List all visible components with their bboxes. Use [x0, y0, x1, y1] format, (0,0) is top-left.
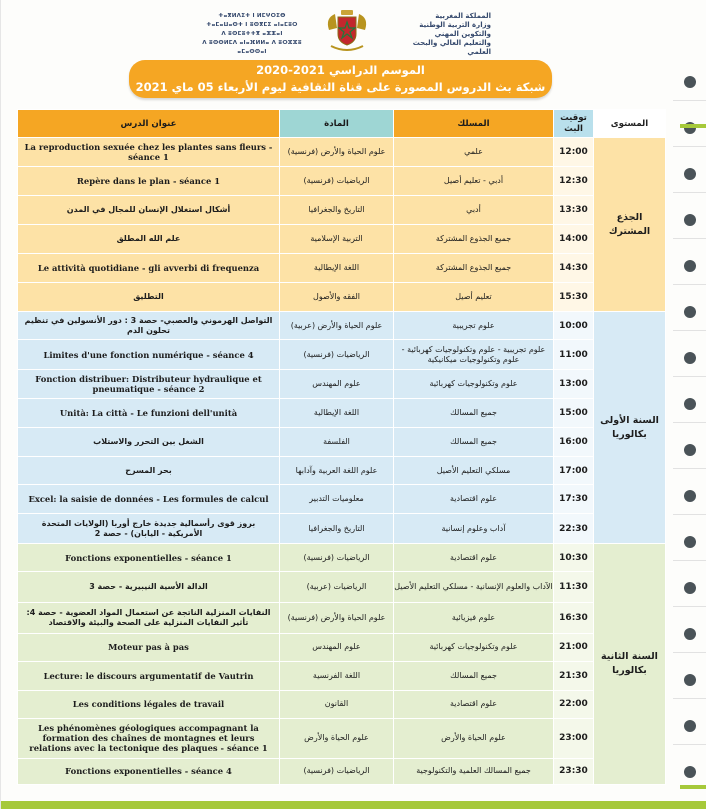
lesson-cell: Moteur pas à pas — [18, 633, 280, 661]
lesson-cell: Fonction distribuer: Distributeur hydraulique et pneumatique - séance 2 — [18, 370, 280, 399]
track-cell: علوم تجريبية - علوم وتكنولوجيات كهربائية - علوم وتكنولوجيات ميكانيكية — [394, 340, 554, 370]
tifinagh-line: ⴷ ⵓⵙⵎⵓⵜⵜⴳ ⴰⵣⵣⴰⵏ — [221, 31, 283, 37]
track-cell: علوم اقتصادية — [394, 544, 554, 572]
notebook-hole-icon — [684, 766, 696, 778]
track-cell: علوم تجريبية — [394, 312, 554, 340]
track-cell: علمي — [394, 138, 554, 167]
subject-cell: الفلسفة — [280, 428, 394, 457]
table-row — [18, 572, 666, 602]
time-cell: 16:00 — [554, 428, 594, 457]
lesson-cell: علم الله المطلق — [18, 225, 280, 254]
notebook-hole-icon — [684, 490, 696, 502]
time-cell: 10:00 — [554, 312, 594, 340]
title-banner — [129, 60, 552, 98]
time-cell: 13:30 — [554, 196, 594, 225]
table-row — [18, 254, 666, 283]
table-row — [18, 370, 666, 399]
track-cell: علوم الحياة والأرض — [394, 718, 554, 758]
table-row — [18, 225, 666, 254]
notebook-hole-icon — [684, 352, 696, 364]
lesson-cell: Fonctions exponentielles - séance 1 — [18, 544, 280, 572]
track-cell: أدبي — [394, 196, 554, 225]
track-cell: جميع الجذوع المشتركة — [394, 254, 554, 283]
subject-cell: علوم اللغة العربية وآدابها — [280, 457, 394, 485]
lesson-cell: La reproduction sexuée chez les plantes sans fleurs - séance 1 — [18, 138, 280, 167]
level-cell-common-core: الجذع المشترك — [594, 138, 666, 312]
ruled-line — [673, 422, 706, 423]
track-cell: علوم اقتصادية — [394, 690, 554, 718]
subject-cell: اللغة الإيطالية — [280, 399, 394, 428]
notebook-hole-icon — [684, 444, 696, 456]
table-row — [18, 428, 666, 457]
arabic-line: المملكة المغربية — [435, 12, 491, 20]
notebook-hole-icon — [684, 260, 696, 272]
time-cell: 21:30 — [554, 661, 594, 690]
ministry-name-tifinagh — [197, 12, 307, 57]
ruled-line — [673, 698, 706, 699]
column-header-track: المسلك — [394, 110, 554, 138]
track-cell: مسلكي التعليم الأصيل — [394, 457, 554, 485]
time-cell: 22:00 — [554, 690, 594, 718]
arabic-line: والتكوين المهني — [434, 30, 491, 38]
coat-of-arms-icon — [321, 8, 373, 56]
time-cell: 11:00 — [554, 340, 594, 370]
lesson-cell: الدالة الأسية النيبيرية - حصة 3 — [18, 572, 280, 602]
subject-cell: التاريخ والجغرافيا — [280, 514, 394, 544]
time-cell: 14:00 — [554, 225, 594, 254]
ministry-name-arabic — [391, 12, 491, 57]
table-row — [18, 399, 666, 428]
ruled-line — [673, 330, 706, 331]
lesson-cell: الشغل بين التحرر والاستلاب — [18, 428, 280, 457]
ruled-line — [673, 744, 706, 745]
subject-cell: معلوميات التدبير — [280, 485, 394, 514]
notebook-hole-icon — [684, 214, 696, 226]
table-row — [18, 167, 666, 196]
notebook-hole-icon — [684, 674, 696, 686]
time-cell: 11:30 — [554, 572, 594, 602]
lesson-cell: Unità: La città - Le funzioni dell'unità — [18, 399, 280, 428]
notebook-hole-icon — [684, 582, 696, 594]
lesson-cell: Le attività quotidiane - gli avverbi di frequenza — [18, 254, 280, 283]
subject-cell: التاريخ والجغرافيا — [280, 196, 394, 225]
table-row — [18, 661, 666, 690]
ruled-line — [673, 376, 706, 377]
tifinagh-line: ⵜⴰⴳⵍⴷⵉⵜ ⵏ ⵍⵎⵖⵔⵉⴱ — [218, 13, 286, 19]
subject-cell: علوم المهندس — [280, 370, 394, 399]
subject-cell: اللغة الفرنسية — [280, 661, 394, 690]
lesson-cell: Excel: la saisie de données - Les formules de calcul — [18, 485, 280, 514]
lesson-cell: التواصل الهرموني والعصبي- حصة 3 : دور الأنسولين في تنظيم تحلون الدم — [18, 312, 280, 340]
green-accent-bar — [680, 785, 706, 789]
column-header-time: توقيت البث — [554, 110, 594, 138]
ruled-line — [673, 652, 706, 653]
subject-cell: علوم الحياة والأرض (فرنسية) — [280, 602, 394, 633]
lesson-cell: النفايات المنزلية الناتجة عن استعمال المواد العضوية - حصة 4: تأثير النفايات المنزلية على الصحة والبيئة والاقتصاد — [18, 602, 280, 633]
level-cell-second-bac: السنة الثانية بكالوريا — [594, 544, 666, 785]
subject-cell: التربية الإسلامية — [280, 225, 394, 254]
table-row — [18, 758, 666, 784]
time-cell: 17:00 — [554, 457, 594, 485]
subject-cell: اللغة الإيطالية — [280, 254, 394, 283]
lesson-cell: بروز قوى رأسمالية جديدة خارج أوربا (الولايات المتحدة الأمريكية - اليابان) - حصة 2 — [18, 514, 280, 544]
subject-cell: الرياضيات (فرنسية) — [280, 167, 394, 196]
track-cell: جميع المسالك — [394, 428, 554, 457]
table-row — [18, 602, 666, 633]
lesson-cell: Repère dans le plan - séance 1 — [18, 167, 280, 196]
notebook-hole-icon — [684, 168, 696, 180]
broadcast-schedule-table — [17, 109, 666, 785]
notebook-holes — [682, 60, 696, 780]
ruled-line — [673, 284, 706, 285]
track-cell: آداب وعلوم إنسانية — [394, 514, 554, 544]
arabic-line: والتعليم العالي والبحث العلمي — [412, 39, 491, 56]
track-cell: علوم وتكنولوجيات كهربائية — [394, 370, 554, 399]
time-cell: 21:00 — [554, 633, 594, 661]
subject-cell: علوم المهندس — [280, 633, 394, 661]
lesson-cell: Les phénomènes géologiques accompagnant la formation des chaînes de montagnes et leurs relations avec la tectonique des plaques - séance 1 — [18, 718, 280, 758]
level-cell-first-bac: السنة الأولى بكالوريا — [594, 312, 666, 544]
track-cell: علوم اقتصادية — [394, 485, 554, 514]
subject-cell: علوم الحياة والأرض (فرنسية) — [280, 138, 394, 167]
notebook-hole-icon — [684, 720, 696, 732]
subject-cell: الرياضيات (فرنسية) — [280, 544, 394, 572]
column-header-lesson: عنوان الدرس — [18, 110, 280, 138]
subject-cell: الفقه والأصول — [280, 283, 394, 312]
time-cell: 23:30 — [554, 758, 594, 784]
time-cell: 22:30 — [554, 514, 594, 544]
table-row — [18, 690, 666, 718]
lesson-cell: Les conditions légales de travail — [18, 690, 280, 718]
time-cell: 13:00 — [554, 370, 594, 399]
lesson-cell: أشكال استغلال الإنسان للمجال في المدن — [18, 196, 280, 225]
track-cell: جميع المسالك — [394, 399, 554, 428]
track-cell: علوم وتكنولوجيات كهربائية — [394, 633, 554, 661]
lesson-cell: Fonctions exponentielles - séance 4 — [18, 758, 280, 784]
table-row — [18, 457, 666, 485]
time-cell: 12:00 — [554, 138, 594, 167]
ruled-line — [673, 468, 706, 469]
time-cell: 10:30 — [554, 544, 594, 572]
subject-cell: القانون — [280, 690, 394, 718]
track-cell: جميع المسالك — [394, 661, 554, 690]
table-row — [18, 514, 666, 544]
track-cell: جميع الجذوع المشتركة — [394, 225, 554, 254]
tifinagh-line: ⵜⴰⵎⴰⵡⴰⵙⵜ ⵏ ⵓⵙⴳⵎⵉ ⴰⵏⴰⵎⵓⵔ — [206, 22, 298, 28]
subject-cell: الرياضيات (عربية) — [280, 572, 394, 602]
column-header-level: المستوى — [594, 110, 666, 138]
school-year-title: الموسم الدراسي 2021-2020 — [256, 63, 425, 77]
ruled-line — [673, 146, 706, 147]
table-row — [18, 544, 666, 572]
arabic-line: وزارة التربية الوطنية — [419, 21, 491, 29]
track-cell: الآداب والعلوم الإنسانية - مسلكي التعليم الأصيل — [394, 572, 554, 602]
notebook-hole-icon — [684, 628, 696, 640]
subject-cell: علوم الحياة والأرض — [280, 718, 394, 758]
lesson-cell: Limites d'une fonction numérique - séance 4 — [18, 340, 280, 370]
subject-cell: علوم الحياة والأرض (عربية) — [280, 312, 394, 340]
table-row — [18, 718, 666, 758]
notebook-hole-icon — [684, 536, 696, 548]
subject-cell: الرياضيات (فرنسية) — [280, 758, 394, 784]
lesson-cell: بحر المسرح — [18, 457, 280, 485]
track-cell: علوم فيزيائية — [394, 602, 554, 633]
ruled-line — [673, 560, 706, 561]
table-row — [18, 138, 666, 167]
ruled-line — [673, 238, 706, 239]
ruled-line — [673, 514, 706, 515]
table-row — [18, 283, 666, 312]
time-cell: 14:30 — [554, 254, 594, 283]
lesson-cell: Lecture: le discours argumentatif de Vautrin — [18, 661, 280, 690]
track-cell: أدبي - تعليم أصيل — [394, 167, 554, 196]
ruled-line — [673, 606, 706, 607]
subject-cell: الرياضيات (فرنسية) — [280, 340, 394, 370]
track-cell: جميع المسالك العلمية والتكنولوجية — [394, 758, 554, 784]
time-cell: 15:00 — [554, 399, 594, 428]
table-row — [18, 485, 666, 514]
ruled-line — [673, 100, 706, 101]
time-cell: 23:00 — [554, 718, 594, 758]
notebook-hole-icon — [684, 398, 696, 410]
tifinagh-line: ⴷ ⵓⵙⵙⵍⵎⴷ ⴰⵏⴰⴼⵍⵍⴰ ⴷ ⵓⵔⵣⵣⵓ ⴰⵎⴰⵙⵙⴰⵏ — [202, 40, 302, 55]
time-cell: 15:30 — [554, 283, 594, 312]
lesson-cell: التطليق — [18, 283, 280, 312]
notebook-hole-icon — [684, 76, 696, 88]
ruled-line — [673, 192, 706, 193]
table-row — [18, 312, 666, 340]
track-cell: تعليم أصيل — [394, 283, 554, 312]
column-header-subject: المادة — [280, 110, 394, 138]
time-cell: 12:30 — [554, 167, 594, 196]
table-row — [18, 340, 666, 370]
schedule-title: شبكة بث الدروس المصورة على قناة الثقافية ليوم الأربعاء 05 ماي 2021 — [135, 80, 546, 94]
time-cell: 17:30 — [554, 485, 594, 514]
table-row — [18, 633, 666, 661]
green-accent-bar — [680, 124, 706, 128]
table-row — [18, 196, 666, 225]
bottom-green-strip — [1, 801, 706, 809]
notebook-hole-icon — [684, 306, 696, 318]
table-header-row — [18, 110, 666, 138]
time-cell: 16:30 — [554, 602, 594, 633]
